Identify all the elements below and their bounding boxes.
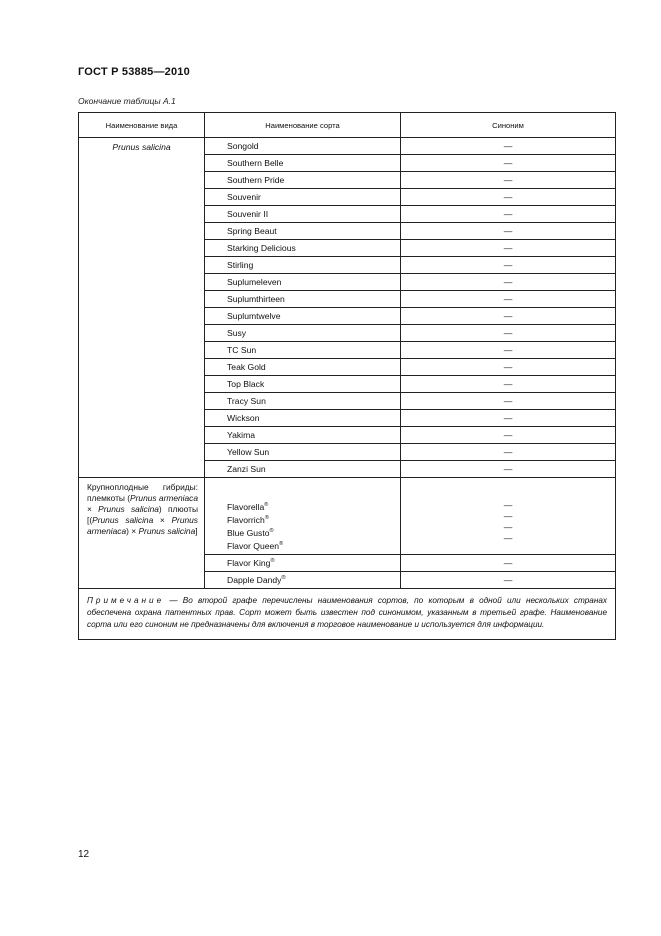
species-hybrids: Крупноплодные гибриды: племкоты (Prunus armeniaca × Prunus salicina) плюоты [(Prunus salicina × Prunus armeniaca) × Prunus salicina] xyxy=(79,478,205,589)
hybrid-synonym-group xyxy=(401,478,616,555)
variety-name: Starking Delicious xyxy=(205,240,401,257)
synonym-dash: — xyxy=(503,500,513,510)
variety-name: Zanzi Sun xyxy=(205,461,401,478)
header-synonym: Синоним xyxy=(401,113,616,138)
table-row xyxy=(79,478,616,555)
synonym-dash: — xyxy=(401,444,616,461)
synonym-dash: — xyxy=(401,257,616,274)
variety-name: Suplumthirteen xyxy=(205,291,401,308)
species-prunus-salicina: Prunus salicina xyxy=(79,138,205,478)
synonym-dash: — xyxy=(503,533,513,543)
variety-name: Souvenir II xyxy=(205,206,401,223)
variety-name: Flavor Queen® xyxy=(227,541,284,551)
variety-name: Yakima xyxy=(205,427,401,444)
synonym-dash: — xyxy=(401,427,616,444)
synonym-dash: — xyxy=(401,461,616,478)
variety-name: Flavor King® xyxy=(205,555,401,572)
synonym-dash: — xyxy=(401,223,616,240)
variety-name: Teak Gold xyxy=(205,359,401,376)
note-row xyxy=(79,589,616,640)
variety-name: Wickson xyxy=(205,410,401,427)
synonym-dash: — xyxy=(401,155,616,172)
variety-name: Spring Beaut xyxy=(205,223,401,240)
variety-name: Dapple Dandy® xyxy=(205,572,401,589)
variety-name: Susy xyxy=(205,325,401,342)
document-code: ГОСТ Р 53885—2010 xyxy=(78,66,190,78)
variety-name: Blue Gusto® xyxy=(227,528,274,538)
synonym-dash: — xyxy=(401,172,616,189)
variety-name: Souvenir xyxy=(205,189,401,206)
synonym-dash: — xyxy=(401,308,616,325)
variety-name: Southern Belle xyxy=(205,155,401,172)
variety-name: Southern Pride xyxy=(205,172,401,189)
variety-name: Top Black xyxy=(205,376,401,393)
variety-name: Flavorella® xyxy=(227,502,269,512)
variety-name: Stirling xyxy=(205,257,401,274)
synonym-dash: — xyxy=(503,511,513,521)
synonym-dash: — xyxy=(401,325,616,342)
header-variety: Наименование сорта xyxy=(205,113,401,138)
table-caption: Окончание таблицы А.1 xyxy=(78,96,176,106)
synonym-dash: — xyxy=(401,393,616,410)
variety-name: TC Sun xyxy=(205,342,401,359)
table-note xyxy=(79,589,616,640)
note-label: Примечание xyxy=(87,596,165,605)
synonym-dash: — xyxy=(401,572,616,589)
synonym-dash: — xyxy=(401,359,616,376)
synonym-dash: — xyxy=(503,522,513,532)
hybrid-variety-group xyxy=(205,478,401,555)
note-text: — Во второй графе перечислены наименования сортов, по которым в одной или нескольких странах обеспечена охрана патентных прав. Сорт может быть известен под синонимом, указанным в третьей графе. Наименование сорта или его синоним не предназначены для включения в торговое наименование и используется для информации. xyxy=(87,596,607,629)
synonym-dash: — xyxy=(401,291,616,308)
synonym-dash: — xyxy=(401,555,616,572)
synonym-dash: — xyxy=(401,240,616,257)
variety-name: Flavorrich® xyxy=(227,515,269,525)
synonym-dash: — xyxy=(401,274,616,291)
synonym-dash: — xyxy=(401,138,616,155)
variety-name: Suplumtwelve xyxy=(205,308,401,325)
variety-name: Suplumeleven xyxy=(205,274,401,291)
varieties-table xyxy=(78,112,616,640)
hybrid-rows xyxy=(79,478,616,589)
variety-name: Tracy Sun xyxy=(205,393,401,410)
variety-name: Yellow Sun xyxy=(205,444,401,461)
header-species: Наименование вида xyxy=(79,113,205,138)
variety-name: Songold xyxy=(205,138,401,155)
synonym-dash: — xyxy=(401,189,616,206)
page-number: 12 xyxy=(78,849,90,860)
synonym-dash: — xyxy=(401,410,616,427)
table-row xyxy=(79,138,616,155)
synonym-dash: — xyxy=(401,206,616,223)
synonym-dash: — xyxy=(401,342,616,359)
table-header-row xyxy=(79,113,616,138)
synonym-dash: — xyxy=(401,376,616,393)
variety-rows xyxy=(79,138,616,478)
